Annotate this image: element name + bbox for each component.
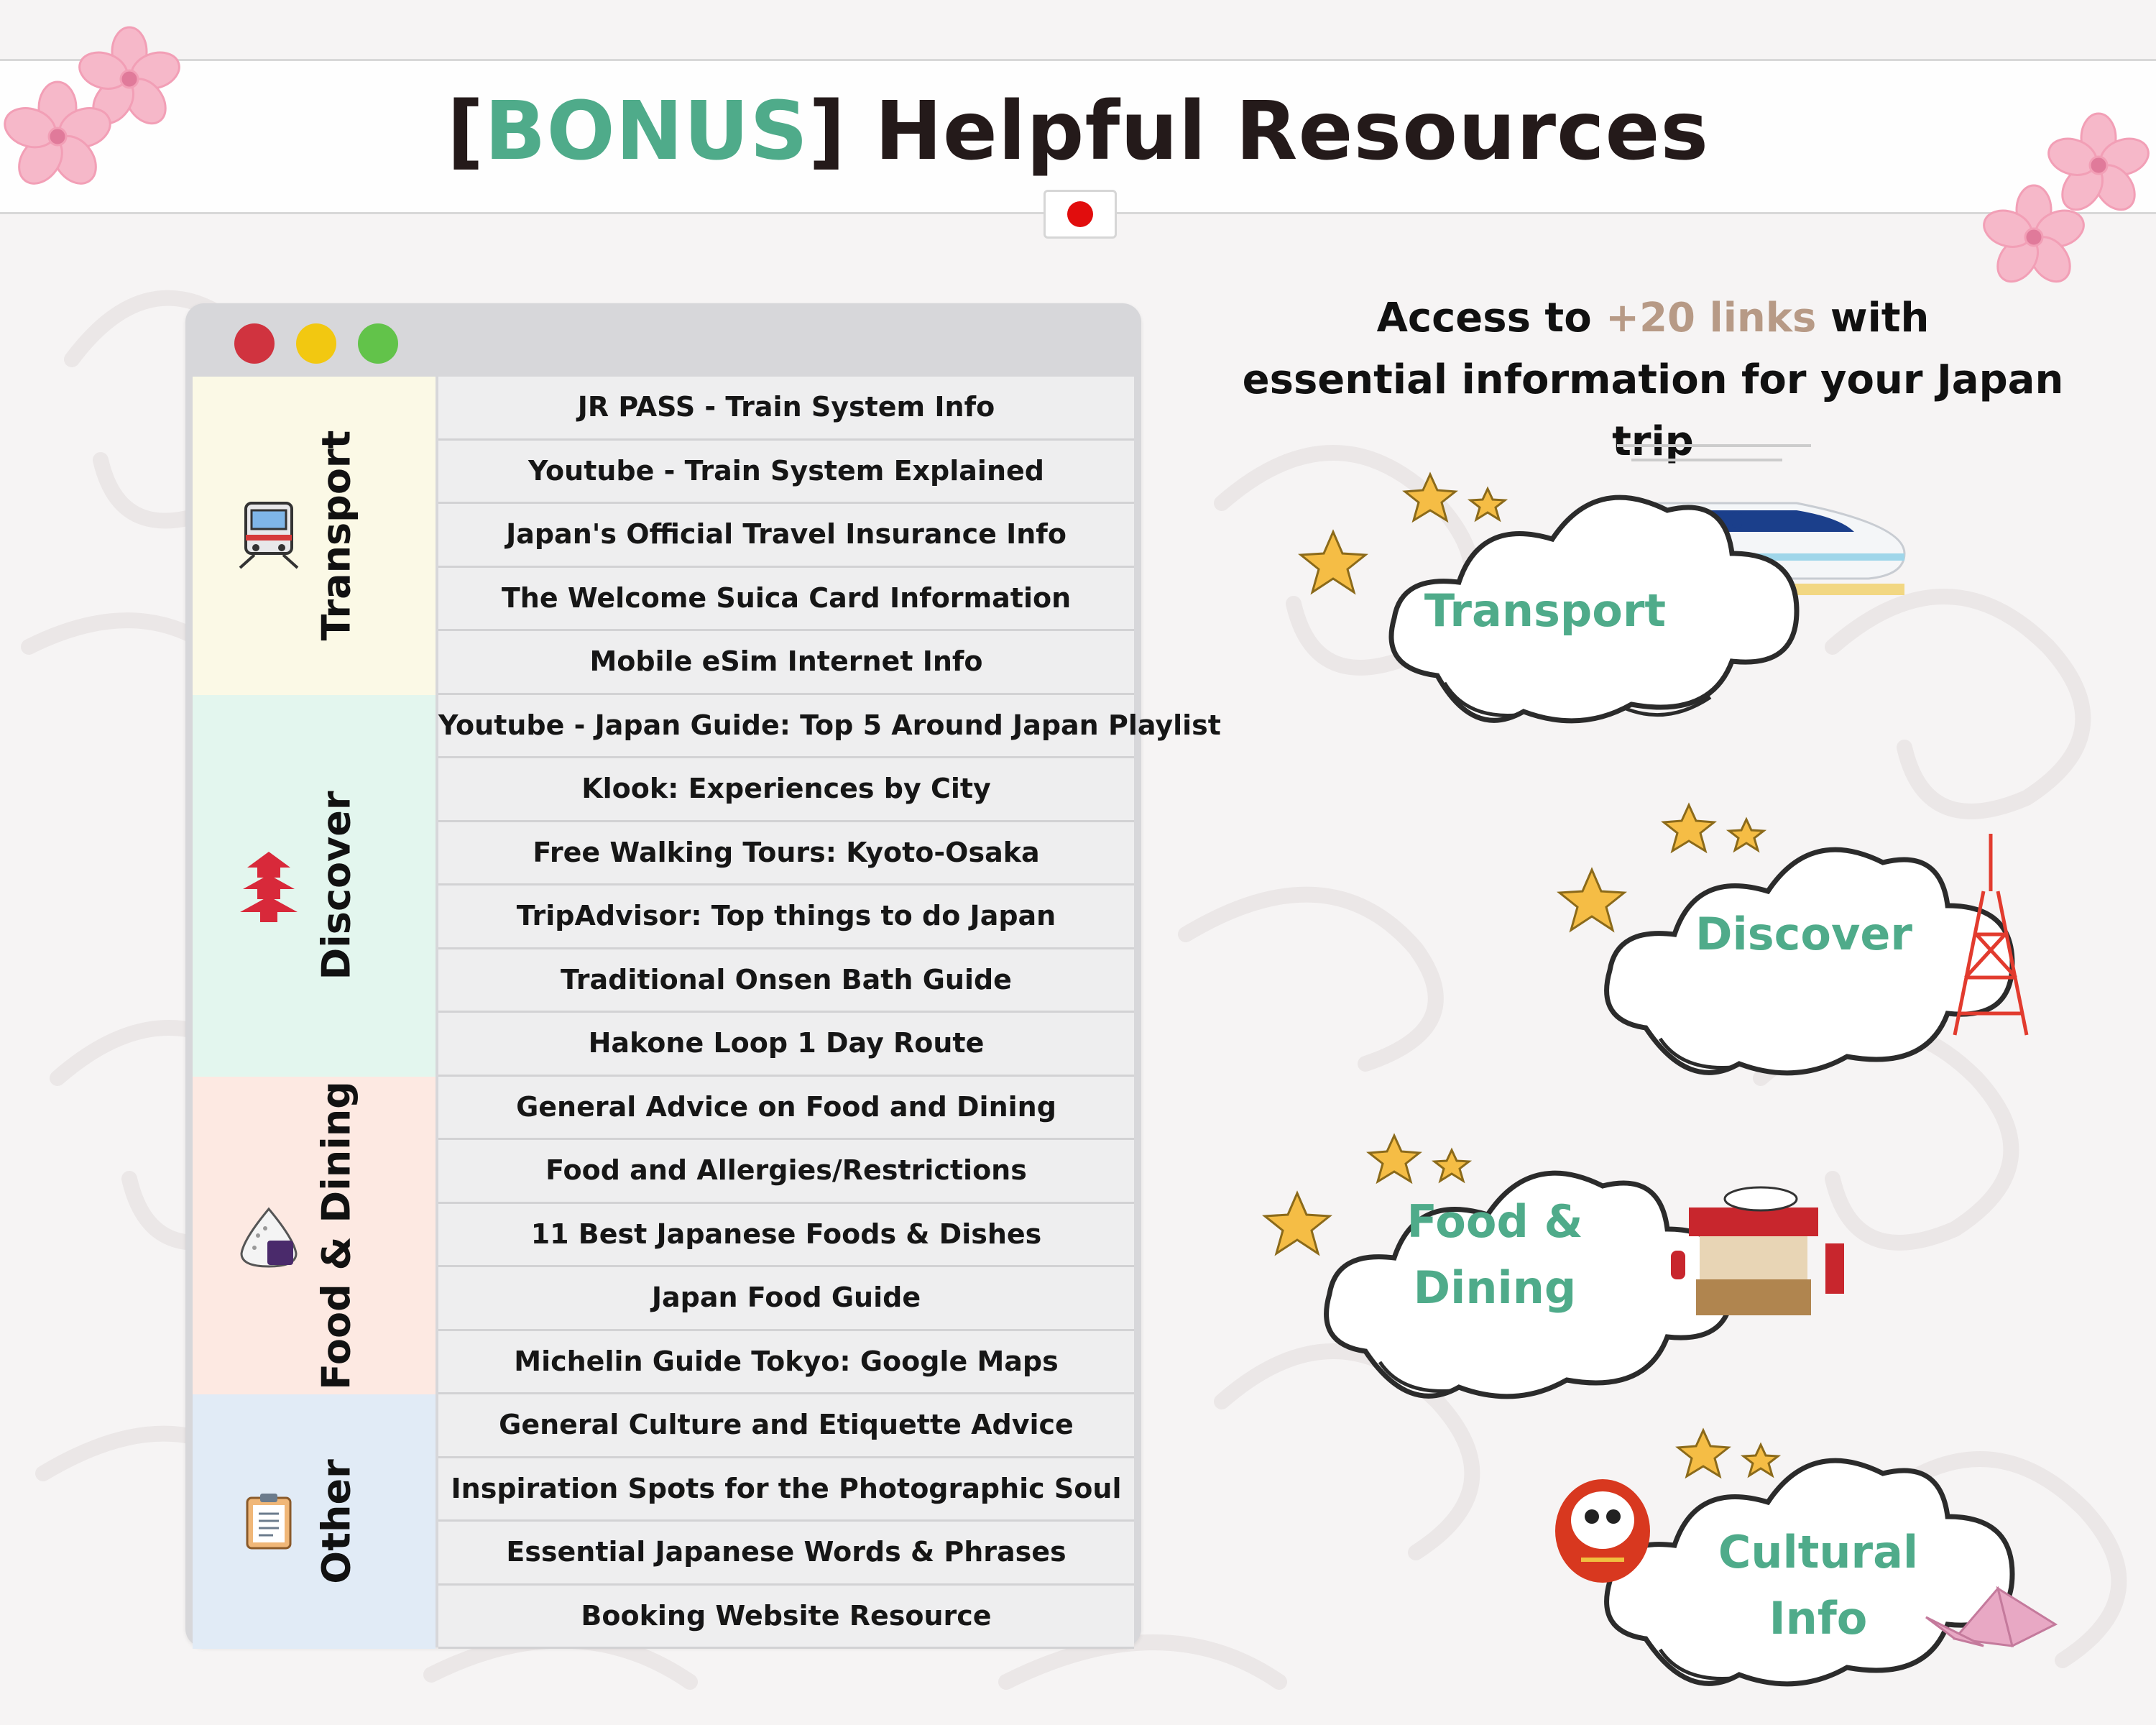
resource-link[interactable]: Booking Website Resource xyxy=(438,1586,1134,1650)
resource-link[interactable]: Mobile eSim Internet Info xyxy=(438,631,1134,695)
resource-link[interactable]: Michelin Guide Tokyo: Google Maps xyxy=(438,1331,1134,1395)
category-label: Food & Dining xyxy=(313,1080,359,1390)
cherry-blossom-icon xyxy=(0,14,187,187)
category-food-dining xyxy=(193,1077,436,1395)
train-icon xyxy=(233,496,305,575)
cloud-label-transport: Transport xyxy=(1424,584,1667,637)
pagoda-icon xyxy=(233,846,305,925)
resource-link[interactable]: Food and Allergies/Restrictions xyxy=(438,1140,1134,1204)
onigiri-icon xyxy=(233,1196,305,1275)
resource-link[interactable]: General Advice on Food and Dining xyxy=(438,1077,1134,1141)
japan-flag-icon xyxy=(1044,190,1117,239)
daruma-icon xyxy=(1555,1479,1650,1583)
resource-link[interactable]: Klook: Experiences by City xyxy=(438,758,1134,822)
category-discover xyxy=(193,695,436,1077)
bonus-label: BONUS xyxy=(484,85,809,178)
resource-link[interactable]: 11 Best Japanese Foods & Dishes xyxy=(438,1204,1134,1268)
resource-link[interactable]: Hakone Loop 1 Day Route xyxy=(438,1013,1134,1077)
star-icon xyxy=(1678,1430,1778,1476)
category-label: Other xyxy=(313,1459,359,1584)
resource-link[interactable]: The Welcome Suica Card Information xyxy=(438,568,1134,632)
resource-link[interactable]: Traditional Onsen Bath Guide xyxy=(438,949,1134,1013)
resource-link[interactable]: Inspiration Spots for the Photographic Soul xyxy=(438,1458,1134,1522)
resource-link[interactable]: Japan Food Guide xyxy=(438,1267,1134,1331)
cloud-label-discover: Discover xyxy=(1695,908,1912,960)
resource-link[interactable]: JR PASS - Train System Info xyxy=(438,377,1134,441)
resource-link[interactable]: Youtube - Japan Guide: Top 5 Around Japan Playlist xyxy=(438,695,1134,759)
page-title: [BONUS] Helpful Resources xyxy=(446,85,1710,178)
window-close-button[interactable] xyxy=(234,323,275,364)
clipboard-icon xyxy=(233,1482,305,1561)
cloud-label-cultural-info: Cultural Info xyxy=(1718,1526,1919,1644)
category-other xyxy=(193,1394,436,1649)
cherry-blossom-icon xyxy=(1969,108,2156,295)
links-count: +20 links xyxy=(1606,295,1817,341)
resource-link[interactable]: General Culture and Etiquette Advice xyxy=(438,1394,1134,1458)
cloud-label-food-dining: Food & Dining xyxy=(1406,1195,1583,1314)
resource-link[interactable]: TripAdvisor: Top things to do Japan xyxy=(438,886,1134,949)
category-transport xyxy=(193,377,436,695)
window-minimize-button[interactable] xyxy=(296,323,336,364)
window-maximize-button[interactable] xyxy=(358,323,398,364)
resource-link[interactable]: Free Walking Tours: Kyoto-Osaka xyxy=(438,822,1134,886)
resource-link[interactable]: Essential Japanese Words & Phrases xyxy=(438,1522,1134,1586)
resource-link[interactable]: Youtube - Train System Explained xyxy=(438,441,1134,505)
category-label: Discover xyxy=(313,791,359,980)
access-description: Access to +20 links with essential information for your Japan trip xyxy=(1242,295,2064,465)
resource-link[interactable]: Japan's Official Travel Insurance Info xyxy=(438,504,1134,568)
category-label: Transport xyxy=(313,430,359,641)
resource-window xyxy=(185,303,1221,1647)
